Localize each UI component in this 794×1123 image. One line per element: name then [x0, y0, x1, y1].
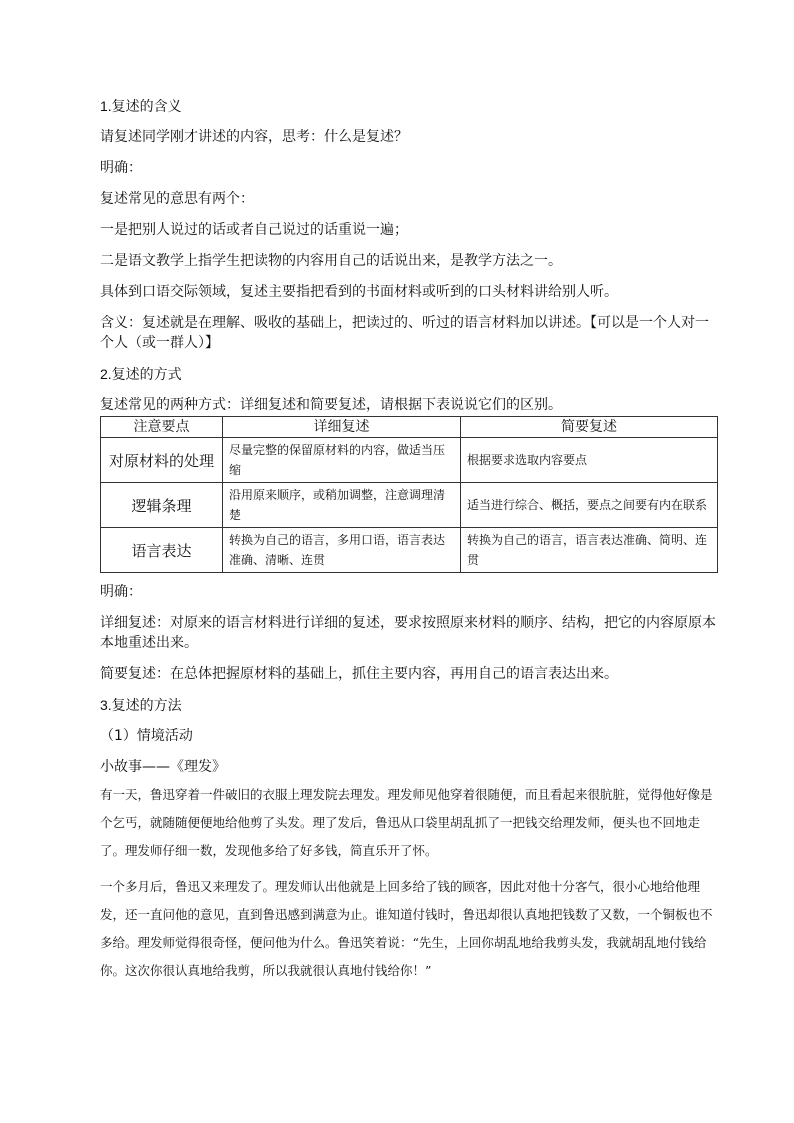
- detailed-definition-line-2: 本地重述出来。: [100, 635, 198, 651]
- situational-activity: （1）情境活动: [100, 728, 193, 744]
- meaning-two: 二是语文教学上指学生把读物的内容用自己的话说出来，是教学方法之一。: [100, 253, 562, 269]
- row-label: 语言表达: [101, 528, 223, 573]
- row-label: 逻辑条理: [101, 483, 223, 528]
- section2-clarify-label: 明确：: [100, 584, 142, 600]
- row-label: 对原材料的处理: [101, 438, 223, 483]
- comparison-table: [100, 416, 718, 573]
- table-header-row: [101, 417, 718, 438]
- definition-line-1: 含义：复述就是在理解、吸收的基础上，把读过的、听过的语言材料加以讲述。【可以是一个人对一: [100, 315, 709, 331]
- specific-meaning: 具体到口语交际领域，复述主要指把看到的书面材料或听到的口头材料讲给别人听。: [100, 284, 618, 300]
- table-row: [101, 528, 718, 573]
- story-paragraph-1: 有一天，鲁迅穿着一件破旧的衣服上理发院去理发。理发师见他穿着很随便，而且看起来很肮脏，觉得他好像是个乞丐，就随随便便地给他剪了头发。理了发后，鲁迅从口袋里胡乱抓了一把钱交给理发师，便头也不回地走了。理发师仔细一数，发现他多给了好多钱，简直乐开了怀。: [100, 787, 713, 858]
- brief-cell: 适当进行综合、概括，要点之间要有内在联系: [461, 483, 718, 528]
- document-page: [100, 96, 720, 993]
- brief-cell: 转换为自己的语言，语言表达准确、简明、连贯: [461, 528, 718, 573]
- section1-prompt: 请复述同学刚才讲述的内容，思考：什么是复述？: [100, 129, 408, 145]
- detailed-cell: 沿用原来顺序，或稍加调整，注意调理清楚: [223, 483, 461, 528]
- header-key-points: 注意要点: [101, 417, 223, 438]
- story-title: 小故事——《理发》: [100, 759, 226, 775]
- definition-line-2: 个人（或一群人）】: [100, 335, 219, 351]
- detailed-cell: 转换为自己的语言，多用口语，语言表达准确、清晰、连贯: [223, 528, 461, 573]
- detailed-cell: 尽量完整的保留原材料的内容，做适当压缩: [223, 438, 461, 483]
- common-meaning-intro: 复述常见的意思有两个：: [100, 191, 254, 207]
- section1-heading: 1.复述的含义: [100, 98, 182, 114]
- header-detailed: 详细复述: [223, 417, 461, 438]
- detailed-definition-line-1: 详细复述：对原来的语言材料进行详细的复述，要求按照原来材料的顺序、结构，把它的内容原原本: [100, 615, 716, 631]
- section2-heading: 2.复述的方式: [100, 366, 182, 382]
- table-row: [101, 438, 718, 483]
- section3-heading: 3.复述的方法: [100, 697, 182, 713]
- table-row: [101, 483, 718, 528]
- meaning-one: 一是把别人说过的话或者自己说过的话重说一遍；: [100, 222, 408, 238]
- header-brief: 简要复述: [461, 417, 718, 438]
- section1-clarify-label: 明确：: [100, 160, 142, 176]
- brief-definition: 简要复述：在总体把握原材料的基础上，抓住主要内容，再用自己的语言表达出来。: [100, 666, 618, 682]
- story-paragraph-2: 一个多月后，鲁迅又来理发了。理发师认出他就是上回多给了钱的顾客，因此对他十分客气，很小心地给他理发，还一直问他的意见，直到鲁迅感到满意为止。谁知道付钱时，鲁迅却很认真地把钱数了又数，一个铜板也不多给。理发师觉得很奇怪，便问他为什么。鲁迅笑着说：“先生，上回你胡乱地给我剪头发，我就胡乱地付钱给你。这次你很认真地给我剪，所以我就很认真地付钱给你！”: [100, 879, 713, 978]
- section2-intro: 复述常见的两种方式：详细复述和简要复述，请根据下表说说它们的区别。: [100, 397, 562, 413]
- brief-cell: 根据要求选取内容要点: [461, 438, 718, 483]
